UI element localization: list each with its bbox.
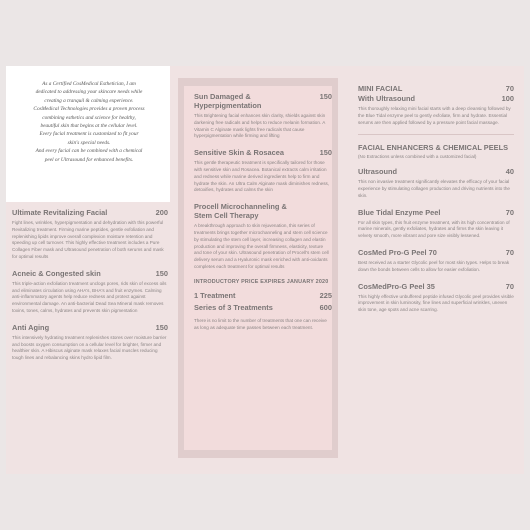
- intro-line: peel or Ultrasound for enhanced benefits.: [44, 156, 134, 163]
- promo-price: 225: [319, 290, 332, 300]
- promo-item: [194, 291, 332, 300]
- service-title: MINI FACIAL: [358, 84, 403, 93]
- service-title: Acneic & Congested skin: [12, 268, 101, 278]
- service-price: 150: [319, 92, 332, 101]
- intro-panel: [6, 66, 170, 202]
- promo-label: Series of 3 Treatments: [194, 302, 273, 312]
- service-description: This triple-action exfoliation treatment unclogs pores, rids skin of excess oils and eliminates circulation using AHA's, BHA's and fruit enzymes. Calming anti-inflammatory agents help reduce redness and protect against environmental damage. An anti-bacterial Dead Sea Mineral mask removes toxins, tones, calms, hydrates and prevents skin pigmentation: [12, 280, 167, 313]
- promo-note: There is no limit to the number of treatments that one can receive as long as adequate time passes between each treatment.: [194, 317, 327, 330]
- service-price: 100: [501, 94, 514, 103]
- service-price: 150: [155, 268, 168, 278]
- intro-line: creating a tranquil & calming experience.: [44, 97, 134, 104]
- service-price: 70: [505, 247, 514, 257]
- service-price: 200: [155, 208, 168, 217]
- service-price: 150: [155, 322, 168, 332]
- service-title: Sun Damaged & Hyperpigmentation: [194, 92, 262, 110]
- service-price: 70: [505, 84, 514, 93]
- service-item: [12, 323, 168, 362]
- service-item: [194, 202, 332, 271]
- promo-item: [194, 303, 332, 312]
- service-price: 70: [505, 207, 514, 217]
- intro-line: combining esthetics and science for healthy,: [42, 114, 136, 121]
- service-title: CosMed Pro-G Peel 70: [358, 247, 437, 257]
- service-description: This gentle therapeutic treatment is specifically tailored for those with sensitive skin and Rosacea. Botanical extracts calm irritation and redness while marine derived ingredients help to firm and hydrate the skin. An Ultra Calm Alginate mask diminishes redness, detoxifies, hydrates and calms the skin: [194, 160, 330, 193]
- service-title: Ultrasound: [358, 167, 398, 177]
- service-price: 70: [505, 281, 514, 291]
- section-note: (No Extractions unless combined with a customized facial): [358, 154, 477, 160]
- intro-line: skin's special needs.: [67, 139, 111, 146]
- promo-price: 600: [319, 302, 332, 312]
- service-item: [194, 92, 332, 140]
- promo-label: 1 Treatment: [194, 290, 236, 300]
- mini-facial: [358, 84, 514, 126]
- service-description: Fight lines, wrinkles, hyperpigmentation and dehydration with this powerful Revitalizing treatment. Firming marine peptides, gentle exfoliation and replenishing lipids improve overall complexion moisture retention and speeding up cell turnover. This highly effective treatment includes a Pure Collagen Fiber mask and Ultrasound penetration of both serums and mask for optimal results: [12, 220, 164, 259]
- service-title: Procell Microchanneling & Stem Cell Therapy: [194, 202, 287, 221]
- service-description: This Brightening facial enhances skin clarity, shields against skin darkening free radicals and helps to reduce melanin formation. A Vitamin C Alginate mask lights free radicals that cause hyperpigmentation while firming and lifting: [194, 113, 326, 139]
- service-price: 40: [505, 167, 514, 177]
- service-description: For all skin types, this fruit enzyme treatment, with its high concentration of marine minerals, gently exfoliates, hydrates and firms the skin leaving it velvety smooth, more vibrant and pore size visibly lessened.: [358, 219, 510, 239]
- service-item: [12, 269, 168, 315]
- service-description: This intensively hydrating treatment replenishes stores over moisture barrier and boosts oxygen consumption on a cellular level for brighter, firmer and healthier skin. A Hibiscus alginate mask relaxes facial muscles reducing tough lines and rebalancing skins hydro lipid film.: [12, 334, 167, 361]
- intro-line: beautiful skin that begins at the cellular level.: [40, 123, 138, 130]
- service-description: This thoroughly relaxing mini facial starts with a deep cleansing followed by the Blue Tidal enzyme peel to gently exfoliate, firm and hydrate. Essential serums are then applied followed by a pressure point facial massage.: [358, 106, 511, 125]
- divider: [358, 134, 514, 135]
- service-subtitle: With Ultrasound: [358, 94, 415, 103]
- service-item: [12, 208, 168, 261]
- intro-line: Every facial treatment is customized to fit your: [39, 131, 139, 138]
- service-title: Blue Tidal Enzyme Peel: [358, 207, 441, 217]
- column-right: [358, 84, 514, 322]
- service-title: CosMedPro-G Peel 35: [358, 281, 435, 291]
- service-title: Anti Aging: [12, 322, 50, 332]
- column-left: [12, 208, 168, 370]
- intro-line: CosMedical Technologies provides a proven process: [33, 106, 145, 113]
- promo-heading: INTRODUCTORY PRICE EXPIRES JANUARY 2020: [194, 278, 329, 285]
- column-middle: [194, 92, 332, 331]
- service-item: [194, 148, 332, 194]
- intro-line: As a Certified CosMedical Esthetician, I am: [42, 81, 136, 87]
- service-item: [358, 167, 514, 199]
- service-item: [358, 208, 514, 240]
- service-title: Sensitive Skin & Rosacea: [194, 148, 284, 158]
- service-price: 150: [319, 148, 332, 158]
- service-description: This highly effective unbuffered peptide infused Glycolic peel provides visible improvement in skin luminosity, fine lines and superficial wrinkles, uneven skin tone, age spots and acne scarring.: [358, 293, 514, 313]
- intro-line: dedicated to addressing your skincare needs while: [35, 89, 143, 96]
- section-title: FACIAL ENHANCERS & CHEMICAL PEELS: [358, 143, 509, 153]
- intro-line: And every facial can be combined with a chemical: [35, 148, 143, 155]
- service-title: Ultimate Revitalizing Facial: [12, 208, 108, 217]
- service-item: [358, 248, 514, 274]
- service-description: Best received as a starter Glycolic peel for most skin types. Helps to break down the bonds between cells to allow for easier exfoliation.: [358, 259, 510, 272]
- service-description: A breakthrough approach to skin rejuvenation, this series of treatments brings together microchanneling and stem cell science by stimulating the stem cell layer, increasing collagen and elastin production and improving the overall firmness, elasticity, texture and tone of your skin. Ultrasound penetration of Procell's stem cell delivery serum and a Hyaluronic mask enriched with anti-oxidants completes each treatment for optimal results: [194, 223, 329, 269]
- service-description: This non invasive treatment significantly elevates the efficacy of your facial experience by stimulating collagen production and driving nutrients into the skin.: [358, 179, 510, 198]
- service-item: [358, 282, 514, 314]
